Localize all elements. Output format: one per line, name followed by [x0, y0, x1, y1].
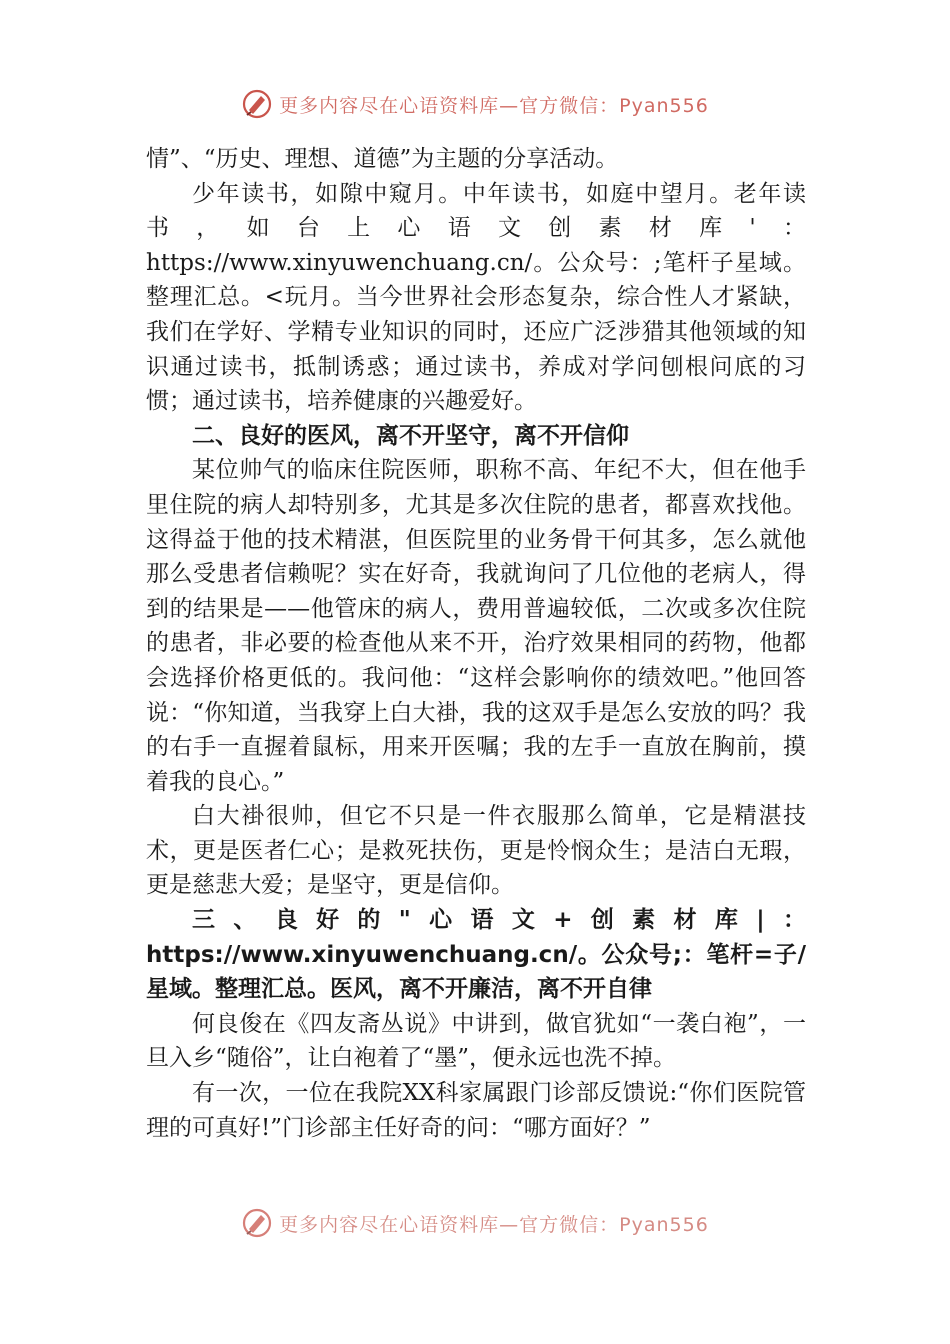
paragraph: 少年读书，如隙中窥月。中年读书，如庭中望月。老年读书，如台上心语文创素材库'：https://www.xinyuwenchuang.cn/。公众号：;笔杆子星域。整理汇总。<玩月。当今世界社会形态复杂，综合性人才紧缺，我们在学好、学精专业知识的同时，还应广泛涉猎其他领域的知识通过读书，抵制诱惑；通过读书，养成对学问刨根问底的习惯；通过读书，培养健康的兴趣爱好。	[146, 180, 806, 415]
paragraph: 白大褂很帅，但它不只是一件衣服那么简单，它是精湛技术，更是医者仁心；是救死扶伤，更是怜悯众生；是洁白无瑕，更是慈悲大爱；是坚守，更是信仰。	[146, 803, 806, 899]
pen-seal-icon	[241, 1207, 273, 1239]
watermark-text: 更多内容尽在心语资料库—官方微信：Pyan556	[279, 1213, 709, 1236]
watermark-banner-bottom	[0, 1203, 950, 1243]
paragraph: 有一次，一位在我院XX科家属跟门诊部反馈说:“你们医院管理的可真好!”门诊部主任好奇的问：“哪方面好？”	[146, 1080, 806, 1141]
section-heading: 三、良好的"心语文+创素材库|：https://www.xinyuwenchuang.cn/。公众号;：笔杆=子/星域。整理汇总。医风，离不开廉洁，离不开自律	[146, 907, 806, 1003]
document-body	[146, 142, 806, 1145]
watermark-banner-top	[0, 84, 950, 124]
pen-seal-icon	[241, 88, 273, 120]
paragraph: 情”、“历史、理想、道德”为主题的分享活动。	[146, 146, 619, 172]
paragraph: 何良俊在《四友斋丛说》中讲到，做官犹如“一袭白袍”，一旦入乡“随俗”，让白袍着了“墨”，便永远也洗不掉。	[146, 1010, 806, 1072]
watermark-text: 更多内容尽在心语资料库—官方微信：Pyan556	[279, 94, 709, 117]
paragraph: 某位帅气的临床住院医师，职称不高、年纪不大，但在他手里住院的病人却特别多，尤其是多次住院的患者，都喜欢找他。这得益于他的技术精湛，但医院里的业务骨干何其多，怎么就他那么受患者信赖呢？实在好奇，我就询问了几位他的老病人，得到的结果是——他管床的病人，费用普遍较低，二次或多次住院的患者，非必要的检查他从来不开，治疗效果相同的药物，他都会选择价格更低的。我问他：“这样会影响你的绩效吧。”他回答说：“你知道，当我穿上白大褂，我的这双手是怎么安放的吗？我的右手一直握着鼠标，用来开医嘱；我的左手一直放在胸前，摸着我的良心。”	[146, 457, 806, 795]
section-heading: 二、良好的医风，离不开坚守，离不开信仰	[192, 422, 629, 449]
